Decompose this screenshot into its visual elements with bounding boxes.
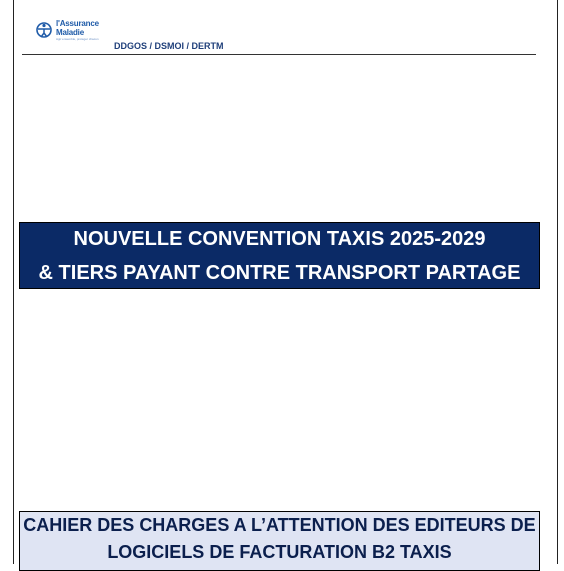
logo-text xyxy=(56,19,99,41)
subtitle-line1: CAHIER DES CHARGES A L’ATTENTION DES EDITEURS DE xyxy=(23,515,536,535)
page-header xyxy=(22,18,536,55)
document-subtitle-banner xyxy=(19,511,540,571)
title-line2: & TIERS PAYANT CONTRE TRANSPORT PARTAGE xyxy=(38,262,521,284)
logo-figure-icon xyxy=(34,21,54,39)
organization-label: DDGOS / DSMOI / DERTM xyxy=(114,41,224,51)
logo-tagline: Agir ensemble, protéger chacun xyxy=(56,37,99,41)
assurance-maladie-logo xyxy=(34,20,99,40)
title-line1: NOUVELLE CONVENTION TAXIS 2025-2029 xyxy=(73,228,486,250)
logo-line1: l'Assurance xyxy=(56,19,99,28)
document-page xyxy=(13,0,558,564)
document-title-banner xyxy=(19,222,540,289)
logo-line2: Maladie xyxy=(56,28,84,37)
subtitle-line2: LOGICIELS DE FACTURATION B2 TAXIS xyxy=(107,542,452,562)
